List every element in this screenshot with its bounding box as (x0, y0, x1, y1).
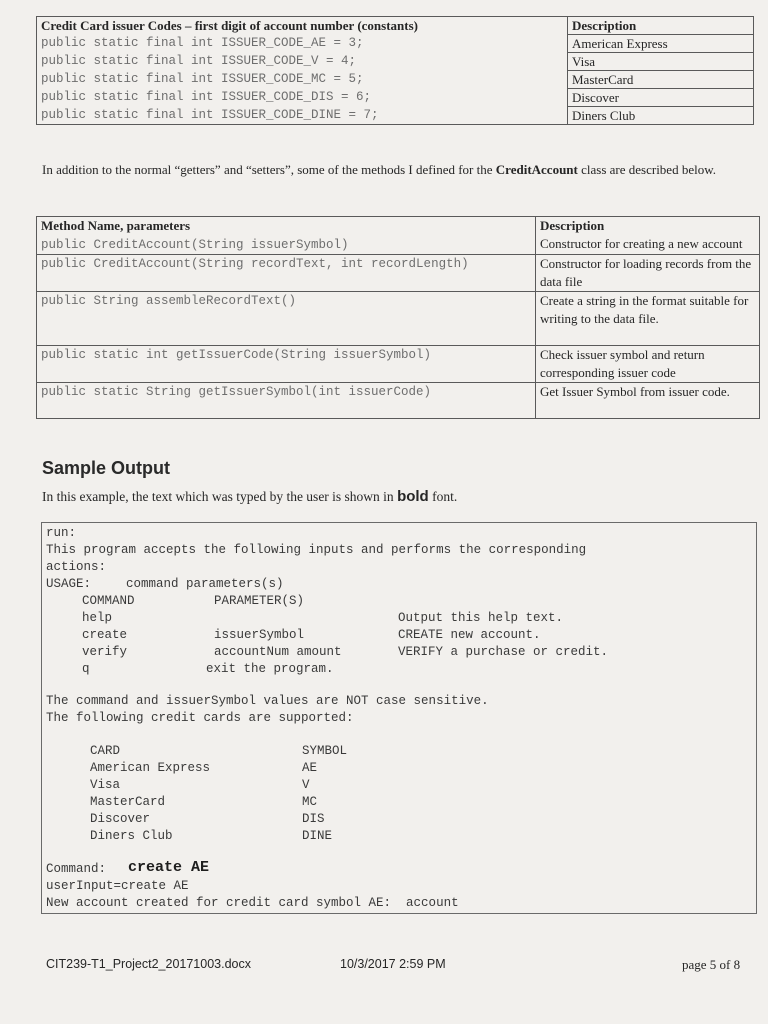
symbol-header: SYMBOL (302, 744, 348, 758)
command-parameter: accountNum amount (214, 645, 342, 659)
constant-cell: public static final int ISSUER_CODE_DIS = 6; (37, 89, 568, 107)
table-row (37, 35, 754, 53)
intro-text: In addition to the normal “getters” and “setters”, some of the methods I defined for the (42, 162, 496, 177)
command-description: Output this help text. (398, 611, 564, 625)
table-header-row (37, 217, 760, 255)
console-output-box (41, 522, 757, 914)
table-row (37, 53, 754, 71)
method-description: Constructor for creating a new account (540, 236, 743, 251)
method-description: Constructor for loading records from the data file (536, 255, 760, 292)
footer-date: 10/3/2017 2:59 PM (340, 957, 446, 971)
intro-text-end: class are described below. (577, 162, 716, 177)
table-row (37, 71, 754, 89)
console-line: actions: (46, 560, 107, 574)
method-signature: public static String getIssuerSymbol(int issuerCode) (37, 383, 536, 419)
console-line: The following credit cards are supported: (46, 711, 354, 725)
methods-table (36, 216, 760, 419)
method-signature: public static int getIssuerCode(String issuerSymbol) (37, 346, 536, 383)
table-row (37, 292, 760, 346)
constant-cell: public static final int ISSUER_CODE_DINE = 7; (37, 107, 568, 125)
table-header-row (37, 17, 754, 35)
card-symbol: V (302, 778, 310, 792)
desc-text-end: font. (428, 489, 458, 504)
method-signature: public CreditAccount(String recordText, int recordLength) (37, 255, 536, 292)
method-description: Check issuer symbol and return corresponding issuer code (536, 346, 760, 383)
section-heading: Sample Output (42, 458, 171, 478)
console-line: userInput=create AE (46, 879, 189, 893)
constant-cell: public static final int ISSUER_CODE_AE = 3; (37, 35, 568, 53)
command-name: create (82, 628, 128, 642)
method-description: Get Issuer Symbol from issuer code. (536, 383, 760, 419)
card-name: Visa (90, 778, 121, 792)
issuer-codes-table (36, 16, 754, 125)
table-row (37, 346, 760, 383)
constant-cell: public static final int ISSUER_CODE_V = 4; (37, 53, 568, 71)
console-line: New account created for credit card symbol AE: account (46, 896, 459, 910)
table-row (37, 107, 754, 125)
console-line: USAGE: (46, 577, 92, 591)
section-description (42, 488, 457, 505)
description-cell: MasterCard (568, 71, 754, 89)
footer-filename: CIT239-T1_Project2_20171003.docx (46, 957, 251, 971)
method-signature: public CreditAccount(String issuerSymbol) (41, 238, 349, 252)
command-name: q (82, 662, 90, 676)
method-signature: public String assembleRecordText() (37, 292, 536, 346)
command-description: CREATE new account. (398, 628, 541, 642)
card-name: MasterCard (90, 795, 166, 809)
command-description: VERIFY a purchase or credit. (398, 645, 609, 659)
table-header-cell (536, 217, 760, 255)
table-row (37, 255, 760, 292)
command-parameter: exit the program. (206, 662, 334, 676)
table-row (37, 89, 754, 107)
command-name: help (82, 611, 113, 625)
desc-text: In this example, the text which was typed by the user is shown in (42, 489, 398, 504)
header-label: Description (540, 218, 605, 233)
console-line: This program accepts the following inputs and performs the corresponding (46, 543, 587, 557)
bold-word: bold (397, 488, 429, 505)
card-name: Discover (90, 812, 151, 826)
description-cell: Diners Club (568, 107, 754, 125)
console-line: The command and issuerSymbol values are NOT case sensitive. (46, 694, 489, 708)
card-name: American Express (90, 761, 211, 775)
header-label: Method Name, parameters (41, 218, 191, 233)
card-symbol: DINE (302, 829, 333, 843)
footer-page-number: page 5 of 8 (682, 957, 741, 972)
card-symbol: AE (302, 761, 318, 775)
command-name: verify (82, 645, 128, 659)
description-cell: Discover (568, 89, 754, 107)
class-name: CreditAccount (495, 162, 578, 177)
console-line: command parameters(s) (126, 577, 284, 591)
console-line: PARAMETER(S) (214, 594, 305, 608)
table-header-cell: Description (568, 17, 754, 35)
intro-paragraph (42, 160, 742, 179)
table-row (37, 383, 760, 419)
description-cell: Visa (568, 53, 754, 71)
card-header: CARD (90, 744, 121, 758)
constant-cell: public static final int ISSUER_CODE_MC = 5; (37, 71, 568, 89)
description-cell: American Express (568, 35, 754, 53)
table-header-cell: Credit Card issuer Codes – first digit of account number (constants) (37, 17, 568, 35)
console-line: COMMAND (82, 594, 135, 608)
card-name: Diners Club (90, 829, 173, 843)
card-symbol: MC (302, 795, 318, 809)
command-parameter: issuerSymbol (214, 628, 305, 642)
user-input-text: create AE (128, 859, 210, 876)
console-line: run: (46, 526, 77, 540)
card-symbol: DIS (302, 812, 325, 826)
command-prompt: Command: (46, 862, 107, 876)
table-header-cell (37, 217, 536, 255)
method-description: Create a string in the format suitable for writing to the data file. (536, 292, 760, 346)
